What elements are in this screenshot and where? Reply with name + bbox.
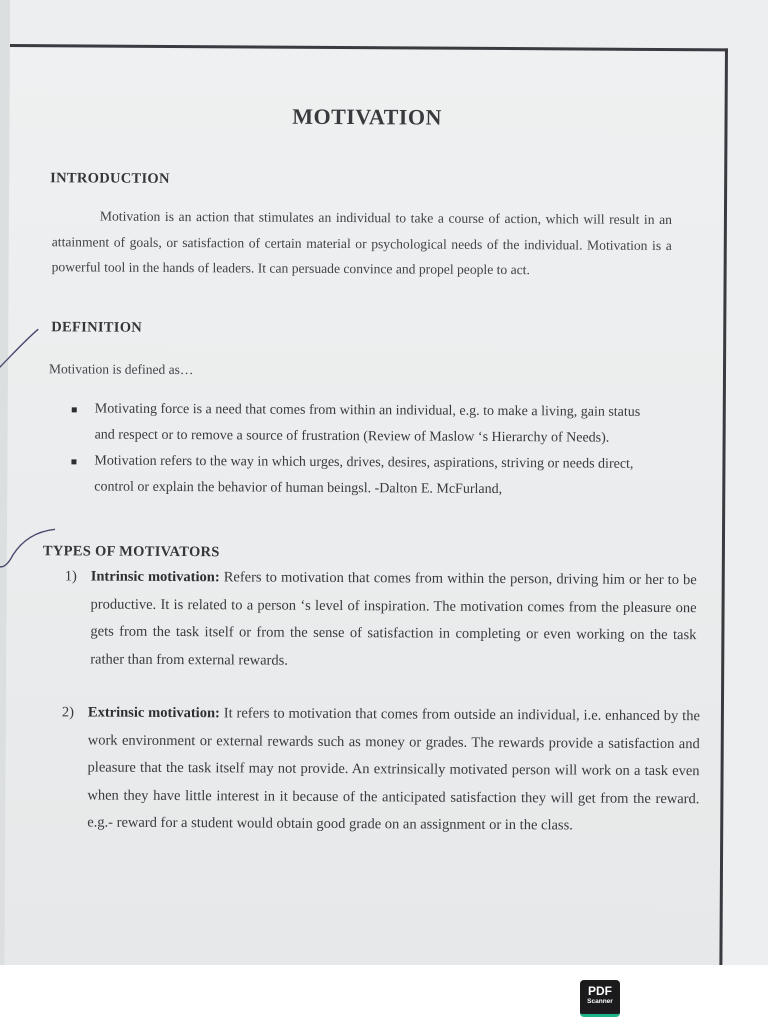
type-item-extrinsic [61, 699, 700, 840]
list-item: Motivating force is a need that comes from within an individual, e.g. to make a living, gain status and respect or to remove a source of frustration (Review of Maslow ‘s Hierarchy of Needs). [49, 396, 649, 452]
item-term: Intrinsic motivation: [90, 568, 220, 586]
list-item: Motivation refers to the way in which urges, drives, desires, aspirations, striving or needs direct, control or explain the behavior of human beingsl. -Dalton E. McFurland, [48, 448, 648, 504]
item-number: 1) [64, 568, 77, 585]
document-page [4, 44, 728, 965]
pen-tick-mark [0, 525, 63, 575]
type-item-intrinsic [64, 564, 697, 678]
page-title: MOTIVATION [292, 103, 442, 130]
item-term: Extrinsic motivation: [87, 704, 220, 722]
item-text: It refers to motivation that comes from outside an individual, i.e. enhanced by the work environment or external rewards such as money or grades. The rewards provide a satisfaction and pleasure that the task itself may not provide. An extrinsically motivated person will work on a task even when they have little interest in it because of the anticipated satisfaction they will get from the reward. e.g.- reward for a student would obtain good grade on an assignment or in the class. [87, 705, 700, 834]
pdf-scanner-logo: PDF Scanner [580, 980, 620, 1017]
bullet-marker [72, 407, 77, 412]
introduction-text: Motivation is an action that stimulates an individual to take a course of action, which will result in an attainment of goals, or satisfaction of certain material or psychological needs of the individual. Motivation is a powerful tool in the hands of leaders. It can persuade convince and propel people to act. [51, 208, 672, 278]
definition-bullets [48, 396, 649, 504]
footer-area [0, 965, 768, 1024]
bullet-marker [71, 459, 76, 464]
types-heading: TYPES OF MOTIVATORS [42, 543, 220, 561]
pen-tick-mark [0, 317, 56, 377]
definition-heading: DEFINITION [51, 319, 143, 336]
item-text: Refers to motivation that comes from within the person, driving him or her to be productive. It is related to a person ‘s level of inspiration. The motivation comes from the pleasure one gets from the task itself or from the sense of satisfaction in completing or even working on the task rather than from external rewards. [90, 569, 697, 669]
introduction-paragraph [52, 203, 672, 283]
item-number: 2) [61, 704, 75, 721]
introduction-heading: INTRODUCTION [50, 170, 170, 187]
definition-lead: Motivation is defined as… [48, 361, 194, 378]
